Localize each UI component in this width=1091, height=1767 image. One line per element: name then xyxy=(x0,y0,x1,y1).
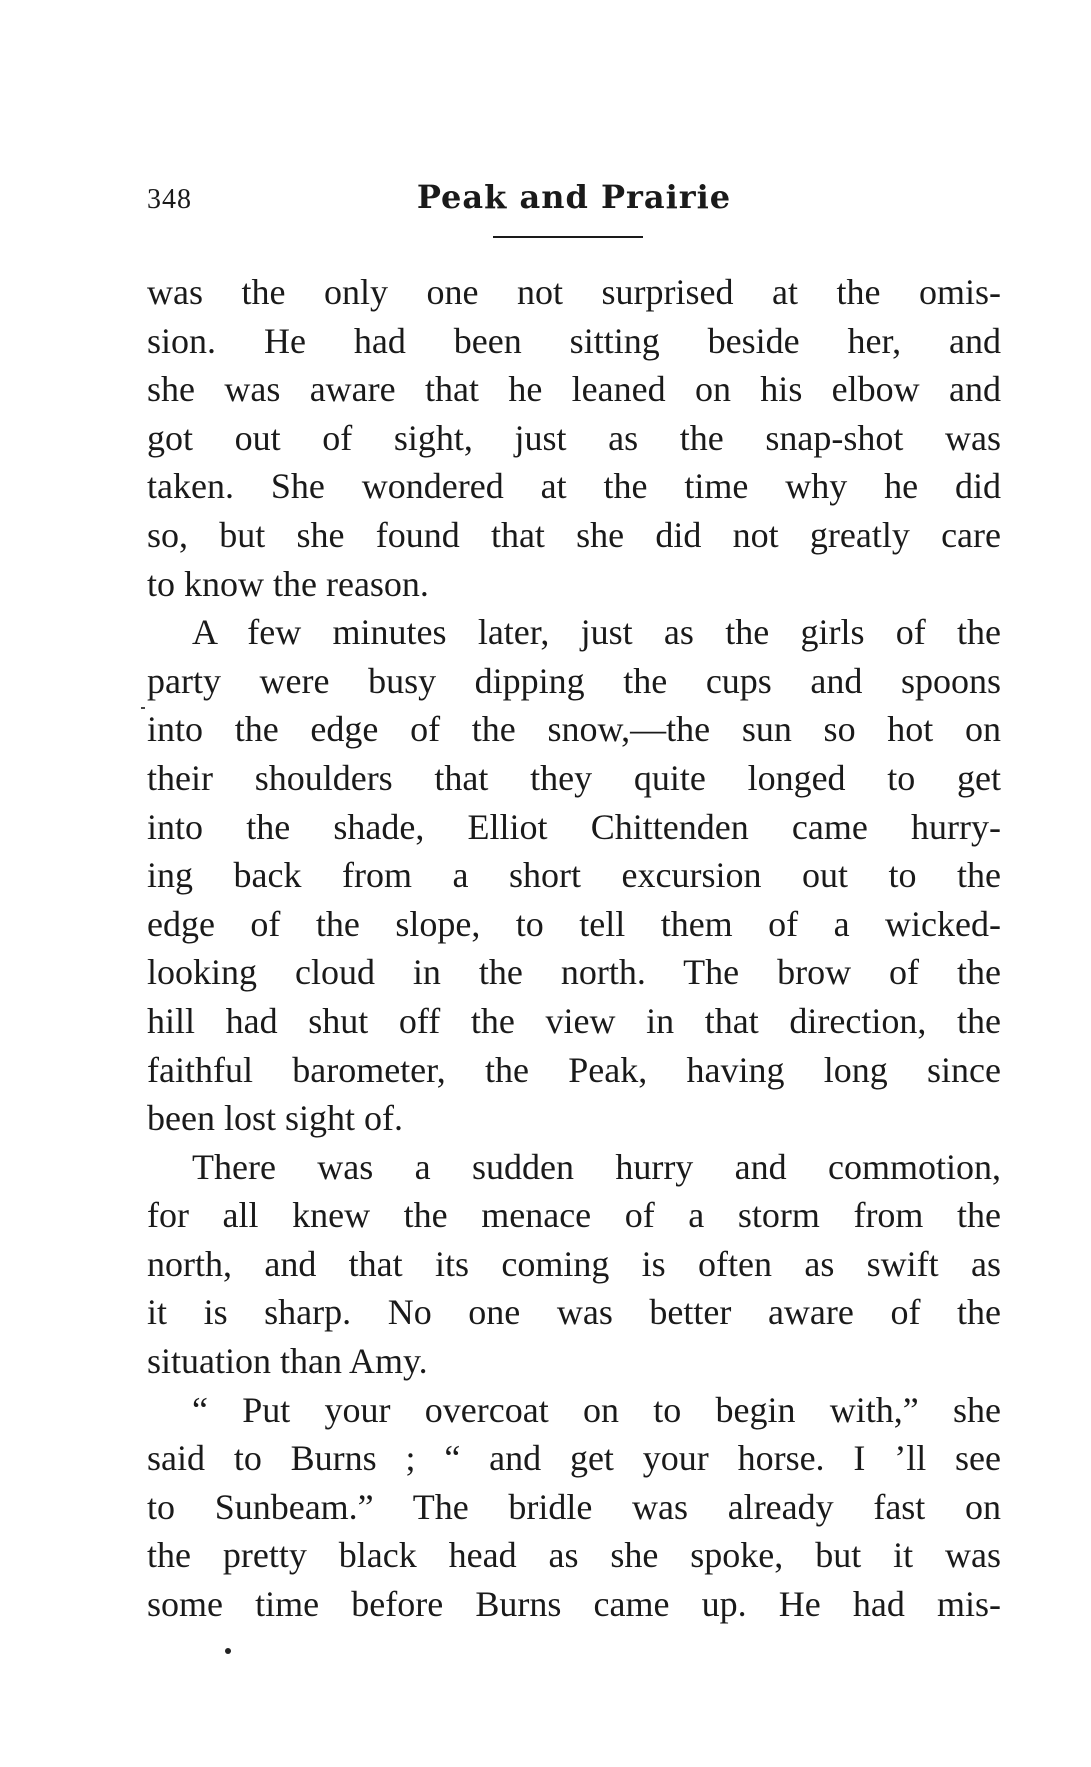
text-line: party were busy dipping the cups and spoons xyxy=(147,660,1001,701)
text-line: was the only one not surprised at the omis- xyxy=(147,272,1001,312)
header-rule xyxy=(493,236,643,238)
text-line: situation than Amy. xyxy=(147,1341,428,1382)
text-line: she was aware that he leaned on his elbow and xyxy=(147,369,1001,410)
text-line: edge of the slope, to tell them of a wicked- xyxy=(147,903,1001,944)
text-line: into the shade, Elliot Chittenden came hurry- xyxy=(147,806,1001,847)
page-number: 348 xyxy=(147,184,192,215)
text-line: to Sunbeam.” The bridle was already fast on xyxy=(147,1486,1001,1527)
text-line: some time before Burns came up. He had mis- xyxy=(147,1584,1001,1625)
running-head xyxy=(147,178,1001,228)
text-line: got out of sight, just as the snap-shot was xyxy=(147,417,1001,458)
text-line: into the edge of the snow,—the sun so hot on xyxy=(147,709,1001,750)
body-text xyxy=(147,268,1001,1629)
text-line: so, but she found that she did not greatly care xyxy=(147,514,1001,555)
running-title: Peak and Prairie xyxy=(416,178,732,216)
text-line: their shoulders that they quite longed to get xyxy=(147,757,1001,798)
paragraph-first-line: “ Put your overcoat on to begin with,” she xyxy=(192,1389,1001,1430)
text-line: said to Burns ; “ and get your horse. I ’ll see xyxy=(147,1438,1001,1479)
text-line: for all knew the menace of a storm from the xyxy=(147,1195,1001,1236)
text-line: sion. He had been sitting beside her, and xyxy=(147,320,1001,361)
text-line: hill had shut off the view in that direction, the xyxy=(147,1000,1001,1041)
paragraph-first-line: There was a sudden hurry and commotion, xyxy=(192,1146,1001,1187)
text-line: it is sharp. No one was better aware of the xyxy=(147,1292,1001,1333)
text-line: faithful barometer, the Peak, having long since xyxy=(147,1049,1001,1090)
print-speck xyxy=(225,1648,231,1654)
text-line: looking cloud in the north. The brow of the xyxy=(147,952,1001,993)
print-speck xyxy=(141,707,145,709)
text-line: the pretty black head as she spoke, but it was xyxy=(147,1535,1001,1576)
text-line: been lost sight of. xyxy=(147,1098,403,1139)
paragraph-first-line: A few minutes later, just as the girls of the xyxy=(192,612,1001,653)
text-line: to know the reason. xyxy=(147,563,429,604)
text-line: north, and that its coming is often as swift as xyxy=(147,1243,1001,1284)
text-line: taken. She wondered at the time why he did xyxy=(147,466,1001,507)
text-line: ing back from a short excursion out to the xyxy=(147,855,1001,896)
